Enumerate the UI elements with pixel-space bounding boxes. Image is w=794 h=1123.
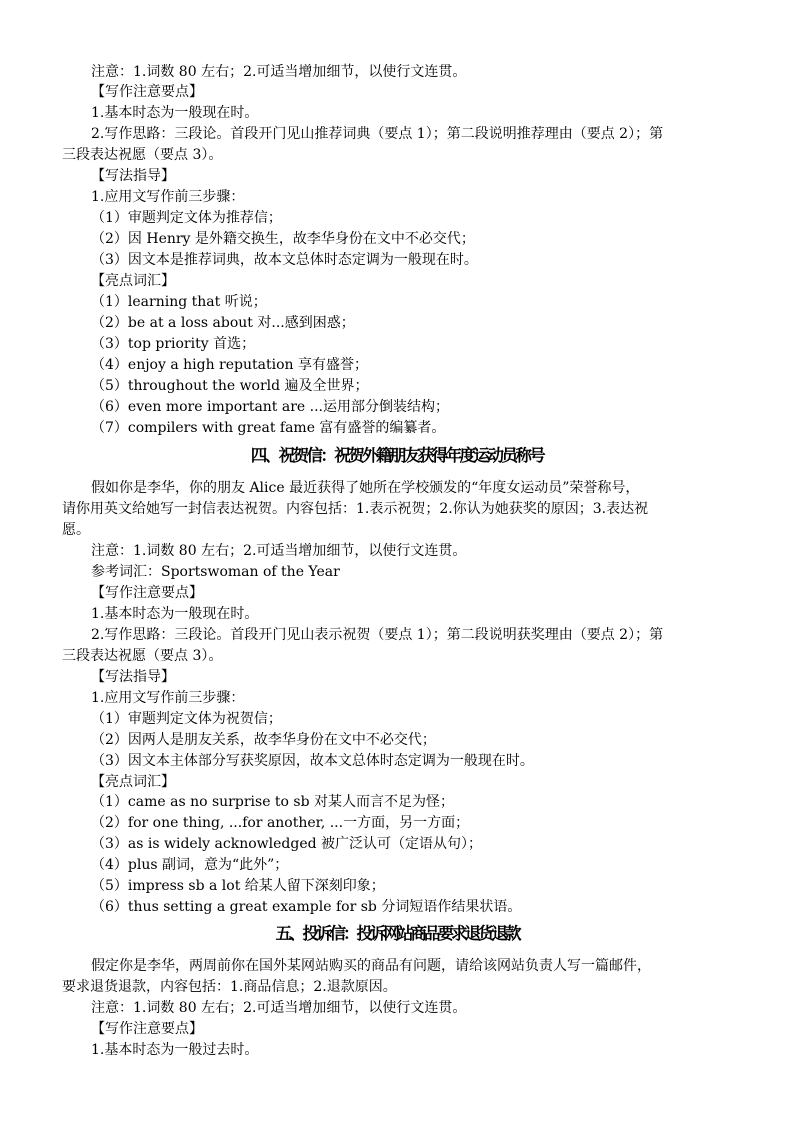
vocab-item: （3）as is widely acknowledged 被广泛认可（定语从句）； [91, 836, 483, 852]
vocab-item: （6）thus setting a great example for sb 分词短语作结果状语。 [91, 899, 522, 915]
vocab-item: （1）came as no surprise to sb 对某人而言不足为怪； [91, 794, 455, 810]
vocab-item: （1）learning that 听说； [91, 294, 267, 310]
reference-vocab: 参考词汇：Sportswoman of the Year [91, 564, 340, 580]
guide-step-3: （3）因文本是推荐词典，故本文总体时态定调为一般现在时。 [91, 252, 478, 268]
guide-step-2: （2）因两人是朋友关系，故李华身份在文中不必交代； [91, 732, 436, 748]
note-line: 注意：1.词数 80 左右；2.可适当增加细节，以使行文连贯。 [91, 1000, 467, 1016]
points-heading: 【写作注意要点】 [91, 84, 203, 100]
vocab-item: （7）compilers with great fame 富有盛誉的编纂者。 [91, 420, 446, 436]
prompt-line-3: 愿。 [62, 522, 90, 538]
prompt-line-2: 要求退货退款，内容包括：1.商品信息；2.退款原因。 [62, 979, 397, 995]
point-2-line-2: 三段表达祝愿（要点 3）。 [62, 147, 223, 163]
vocab-heading: 【亮点词汇】 [91, 273, 175, 289]
guide-heading: 【写法指导】 [91, 669, 175, 685]
guide-step-intro: 1.应用文写作前三步骤： [91, 690, 245, 706]
prompt-line-1: 假定你是李华，两周前你在国外某网站购买的商品有问题，请给该网站负责人写一篇邮件， [91, 958, 651, 974]
vocab-heading: 【亮点词汇】 [91, 774, 175, 790]
guide-step-3: （3）因文本主体部分写获奖原因，故本文总体时态定调为一般现在时。 [91, 753, 534, 769]
guide-step-1: （1）审题判定文体为祝贺信； [91, 711, 282, 727]
points-heading: 【写作注意要点】 [91, 585, 203, 601]
point-2-line-1: 2.写作思路：三段论。首段开门见山表示祝贺（要点 1）；第二段说明获奖理由（要点 2）；第 [91, 627, 664, 643]
vocab-item: （6）even more important are ...运用部分倒装结构； [91, 399, 450, 415]
vocab-item: （4）enjoy a high reputation 享有盛誉； [91, 357, 368, 373]
prompt-line-2: 请你用英文给她写一封信表达祝贺。内容包括：1.表示祝贺；2.你认为她获奖的原因；3.表达祝 [62, 501, 649, 517]
note-line: 注意：1.词数 80 左右；2.可适当增加细节，以使行文连贯。 [91, 64, 467, 80]
points-heading: 【写作注意要点】 [91, 1021, 203, 1037]
vocab-item: （2）for one thing, ...for another, ...一方面，另一方面； [91, 815, 470, 831]
vocab-item: （5）impress sb a lot 给某人留下深刻印象； [91, 878, 385, 894]
point-1: 1.基本时态为一般现在时。 [91, 105, 259, 121]
point-2-line-1: 2.写作思路：三段论。首段开门见山推荐词典（要点 1）；第二段说明推荐理由（要点 2）；第 [91, 126, 664, 142]
vocab-item: （5）throughout the world 遍及全世界； [91, 378, 369, 394]
guide-step-1: （1）审题判定文体为推荐信； [91, 210, 282, 226]
note-line: 注意：1.词数 80 左右；2.可适当增加细节，以使行文连贯。 [91, 543, 467, 559]
prompt-line-1: 假如你是李华，你的朋友 Alice 最近获得了她所在学校颁发的“年度女运动员”荣誉称号， [91, 480, 640, 496]
guide-heading: 【写法指导】 [91, 168, 175, 184]
section-4-title: 四、祝贺信：祝贺外籍朋友获得年度运动员称号 [250, 446, 544, 465]
vocab-item: （4）plus 副词，意为“此外”； [91, 857, 289, 873]
vocab-item: （2）be at a loss about 对...感到困惑； [91, 315, 355, 331]
section-5-title: 五、投诉信：投诉网站商品要求退货退款 [275, 924, 519, 943]
point-1: 1.基本时态为一般过去时。 [91, 1042, 259, 1058]
point-1: 1.基本时态为一般现在时。 [91, 606, 259, 622]
guide-step-2: （2）因 Henry 是外籍交换生，故李华身份在文中不必交代； [91, 231, 475, 247]
vocab-item: （3）top priority 首选； [91, 336, 256, 352]
point-2-line-2: 三段表达祝愿（要点 3）。 [62, 648, 223, 664]
guide-step-intro: 1.应用文写作前三步骤： [91, 189, 245, 205]
